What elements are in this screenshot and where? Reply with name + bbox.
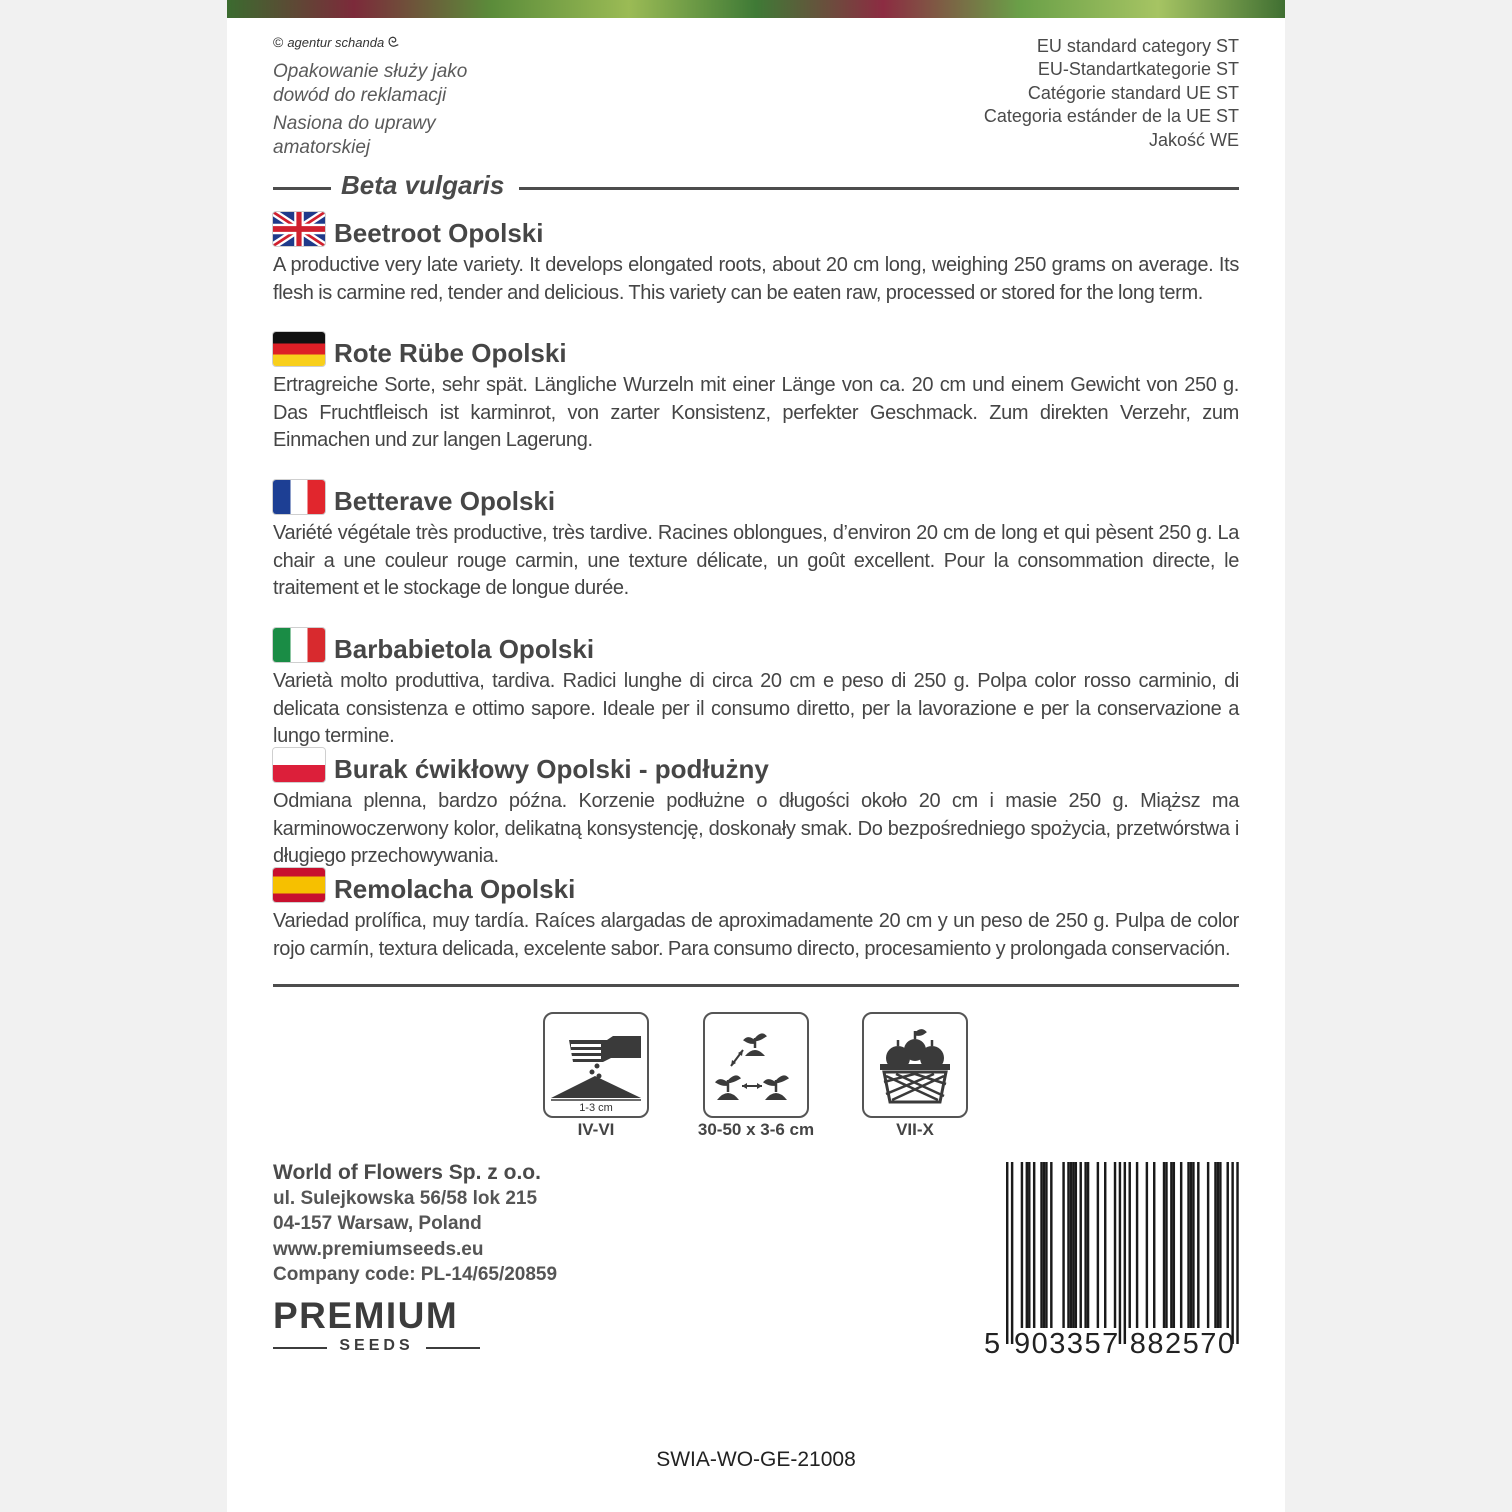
barcode-bar bbox=[1173, 1162, 1175, 1328]
barcode-bar bbox=[1043, 1162, 1045, 1328]
barcode-bar bbox=[1219, 1162, 1221, 1328]
section-title: Burak ćwikłowy Opolski - podłużny bbox=[334, 754, 769, 784]
germany-flag-icon bbox=[273, 332, 325, 366]
barcode-bar bbox=[1217, 1162, 1219, 1328]
sowing-period-label: IV-VI bbox=[577, 1120, 615, 1139]
barcode-bar bbox=[1136, 1162, 1138, 1328]
barcode-bar bbox=[1033, 1162, 1035, 1328]
uk-flag-icon bbox=[273, 212, 325, 246]
barcode-bar bbox=[1040, 1162, 1042, 1328]
barcode-bar bbox=[1072, 1162, 1074, 1328]
barcode-bar bbox=[1163, 1162, 1165, 1328]
spacing-label: 30-50 x 3-6 cm bbox=[697, 1120, 815, 1139]
species-name: Beta vulgaris bbox=[341, 170, 505, 200]
divider bbox=[519, 187, 1239, 190]
barcode-guard-bar bbox=[1236, 1162, 1238, 1344]
agency-swirl-icon: ᘓ bbox=[385, 32, 401, 51]
barcode-bar bbox=[1192, 1162, 1194, 1328]
barcode-bar bbox=[1190, 1162, 1192, 1328]
eu-category-line: Catégorie standard UE ST bbox=[1027, 82, 1239, 103]
poland-flag-icon bbox=[273, 748, 325, 782]
section-title: Remolacha Opolski bbox=[334, 874, 576, 904]
harvest-basket-icon bbox=[862, 1012, 968, 1118]
section-description: Varietà molto produttiva, tardiva. Radici lunghe di circa 20 cm e peso di 250 g. Polpa color rosso carminio, di delicata consistenza e ottimo sapore. Ideale per il consumo diretto, per la lavorazione e per la conservazione a lungo termine. bbox=[273, 670, 1239, 747]
barcode-group-1: 903357 bbox=[1014, 1328, 1120, 1360]
barcode-bar bbox=[1097, 1162, 1099, 1328]
harvest-period-label: VII-X bbox=[896, 1120, 934, 1139]
eu-category-line: Categoria estánder de la UE ST bbox=[983, 106, 1239, 127]
section-title: Beetroot Opolski bbox=[334, 218, 544, 248]
barcode-bar bbox=[1087, 1162, 1089, 1328]
barcode-bar bbox=[1227, 1162, 1229, 1328]
barcode-bar bbox=[1153, 1162, 1155, 1328]
seed-packet-back bbox=[227, 0, 1285, 1512]
section-description: Odmiana plenna, bardzo późna. Korzenie podłużne o długości około 20 cm i masie 250 g. Miąższ ma karminowoczerwony kolor, delikatną konsystencję, doskonały smak. Do bezpośredniego spożycia, przetwórstwa i długiego przechowywania. bbox=[273, 790, 1239, 867]
barcode-bar bbox=[1197, 1162, 1199, 1328]
barcode-bar bbox=[1207, 1162, 1209, 1328]
barcode-bar bbox=[1050, 1162, 1052, 1328]
complaint-note-line-1: Opakowanie służy jako bbox=[273, 61, 468, 82]
spain-flag-icon bbox=[273, 868, 325, 902]
reference-code: SWIA-WO-GE-21008 bbox=[656, 1448, 856, 1471]
barcode-bar bbox=[1214, 1162, 1216, 1328]
barcode-group-2: 882570 bbox=[1129, 1328, 1236, 1360]
barcode-bar bbox=[1028, 1162, 1030, 1328]
section-title: Betterave Opolski bbox=[334, 486, 556, 516]
sowing-icon bbox=[543, 1012, 649, 1118]
photo-credit-text: agentur schanda bbox=[287, 34, 385, 50]
complaint-note bbox=[273, 60, 533, 108]
logo-sub-text: SEEDS bbox=[339, 1337, 414, 1354]
company-info bbox=[273, 1160, 557, 1288]
section-description: Ertragreiche Sorte, sehr spät. Längliche Wurzeln mit einer Länge von ca. 20 cm und einem Gewicht von 250 g. Das Fruchtfleisch ist karminrot, von zarter Konsistenz, perfekter Geschmack. Zum direkten Verzehr, zum Einmachen und zur langen Lagerung. bbox=[273, 374, 1239, 451]
barcode-bar bbox=[1075, 1162, 1077, 1328]
photo-credit bbox=[273, 32, 401, 51]
company-website: www.premiumseeds.eu bbox=[273, 1238, 484, 1260]
section-description: Variedad prolífica, muy tardía. Raíces alargadas de aproximadamente 20 cm y un peso de 250 g. Pulpa de color rojo carmín, textura delicada, excelente sabor. Para consumo directo, procesamiento y prolongada conservación. bbox=[273, 910, 1239, 960]
divider bbox=[273, 984, 1239, 987]
barcode-bar bbox=[1104, 1162, 1106, 1328]
barcode-bar bbox=[1070, 1162, 1072, 1328]
amateur-note-line-1: Nasiona do uprawy bbox=[273, 113, 436, 134]
sowing-depth-text: 1-3 cm bbox=[579, 1102, 613, 1114]
barcode-guard-bar bbox=[1006, 1162, 1008, 1344]
barcode-guard-bar bbox=[1119, 1162, 1121, 1344]
company-city: 04-157 Warsaw, Poland bbox=[273, 1213, 482, 1234]
section-title: Barbabietola Opolski bbox=[334, 634, 595, 664]
barcode-bar bbox=[1084, 1162, 1086, 1328]
amateur-note-line-2: amatorskiej bbox=[273, 137, 371, 158]
eu-category-block bbox=[879, 35, 1239, 152]
divider bbox=[273, 187, 331, 190]
barcode-digits bbox=[984, 1328, 1242, 1361]
barcode-bar bbox=[1114, 1162, 1116, 1328]
barcode-bar bbox=[1165, 1162, 1167, 1328]
barcode-bar bbox=[1062, 1162, 1064, 1328]
amateur-note bbox=[273, 112, 533, 160]
barcode-bars bbox=[984, 1162, 1242, 1344]
barcode-guard-bar bbox=[1011, 1162, 1013, 1344]
barcode-bar bbox=[1129, 1162, 1131, 1328]
logo-line bbox=[426, 1347, 480, 1349]
company-code: Company code: PL-14/65/20859 bbox=[273, 1264, 558, 1285]
barcode-bar bbox=[1021, 1162, 1023, 1328]
barcode-guard-bar bbox=[1231, 1162, 1233, 1344]
plant-spacing-icon bbox=[703, 1012, 809, 1118]
barcode-bar bbox=[1045, 1162, 1047, 1328]
eu-category-line: EU standard category ST bbox=[1036, 36, 1239, 56]
italy-flag-icon bbox=[273, 628, 325, 662]
barcode-bar bbox=[1170, 1162, 1172, 1328]
barcode bbox=[984, 1162, 1242, 1362]
eu-category-line: EU-Standartkategorie ST bbox=[1037, 59, 1239, 80]
barcode-first-digit: 5 bbox=[984, 1328, 1001, 1360]
copyright-icon: © bbox=[273, 34, 284, 50]
barcode-guard-bar bbox=[1124, 1162, 1126, 1344]
barcode-bar bbox=[1146, 1162, 1148, 1328]
barcode-bar bbox=[1187, 1162, 1189, 1328]
section-description: A productive very late variety. It develops elongated roots, about 20 cm long, weighing 250 grams on average. Its flesh is carmine red, tender and delicious. This variety can be eaten raw, processed or stored for the long term. bbox=[273, 254, 1239, 304]
barcode-bar bbox=[1180, 1162, 1182, 1328]
product-photo-strip bbox=[227, 0, 1285, 18]
company-name: World of Flowers Sp. z o.o. bbox=[273, 1161, 541, 1184]
logo-main-text: PREMIUM bbox=[273, 1295, 459, 1336]
barcode-bar bbox=[1067, 1162, 1069, 1328]
eu-category-line: Jakość WE bbox=[1148, 129, 1239, 150]
barcode-bar bbox=[1026, 1162, 1028, 1328]
section-description: Variété végétale très productive, très tardive. Racines oblongues, d’environ 20 cm de long et qui pèsent 250 g. La chair a une couleur rouge carmin, une texture délicate, un goût excellent. Pour la consommation directe, le traitement et le stockage de longue durée. bbox=[273, 522, 1239, 599]
france-flag-icon bbox=[273, 480, 325, 514]
premium-seeds-logo bbox=[273, 1295, 480, 1357]
complaint-note-line-2: dowód do reklamacji bbox=[273, 85, 447, 106]
species-heading bbox=[273, 170, 1239, 202]
company-street: ul. Sulejkowska 56/58 lok 215 bbox=[273, 1187, 538, 1209]
section-title: Rote Rübe Opolski bbox=[334, 338, 567, 368]
barcode-bar bbox=[1080, 1162, 1082, 1328]
